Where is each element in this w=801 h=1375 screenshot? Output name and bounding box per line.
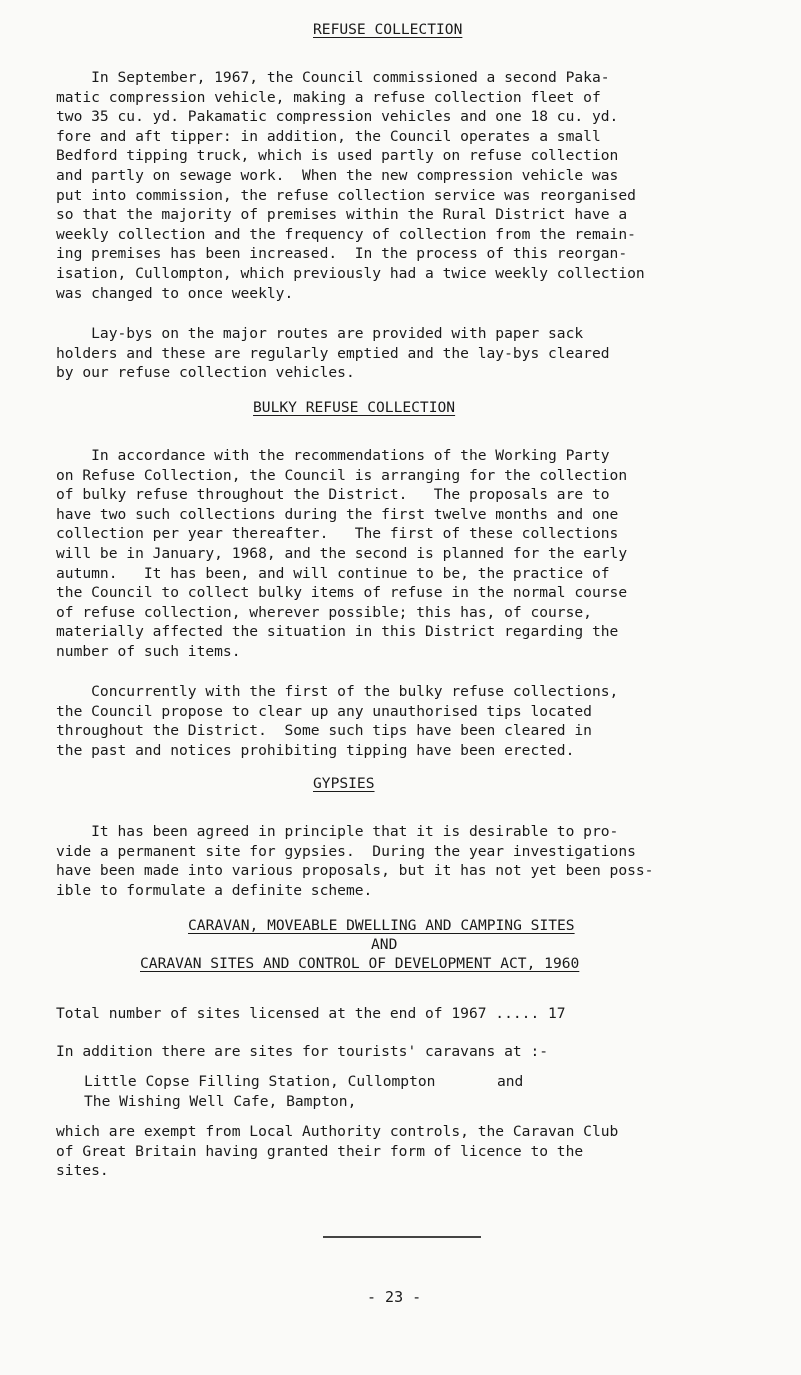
text-line: two 35 cu. yd. Pakamatic compression vehicles and one 18 cu. yd. xyxy=(56,108,619,126)
text-line: holders and these are regularly emptied and the lay-bys cleared xyxy=(56,344,610,362)
heading-caravan-sites: CARAVAN, MOVEABLE DWELLING AND CAMPING SITES xyxy=(188,917,575,934)
text-line: number of such items. xyxy=(56,642,241,660)
text-line: of Great Britain having granted their form of licence to the xyxy=(56,1142,584,1160)
text-line: so that the majority of premises within the Rural District have a xyxy=(56,206,628,224)
list-caravan-sites xyxy=(56,1072,801,1111)
page-number: - 23 - xyxy=(367,1288,422,1306)
paragraph-gypsies xyxy=(56,822,776,900)
text-line: have been made into various proposals, but it has not yet been poss- xyxy=(56,862,654,880)
text-line: In addition there are sites for tourists' caravans at :- xyxy=(56,1043,549,1060)
paragraph-exempt-sites xyxy=(56,1122,776,1181)
text-line: have two such collections during the first twelve months and one xyxy=(56,505,619,523)
paragraph-refuse-collection xyxy=(56,68,776,303)
text-line: ing premises has been increased. In the process of this reorgan- xyxy=(56,245,628,263)
text-line: weekly collection and the frequency of collection from the remain- xyxy=(56,225,636,243)
text-line: vide a permanent site for gypsies. During the year investigations xyxy=(56,842,636,860)
text-line: put into commission, the refuse collection service was reorganised xyxy=(56,186,636,204)
text-line: on Refuse Collection, the Council is arranging for the collection xyxy=(56,466,628,484)
text-line: fore and aft tipper: in addition, the Council operates a small xyxy=(56,127,601,145)
text-line: which are exempt from Local Authority controls, the Caravan Club xyxy=(56,1123,619,1140)
text-line: autumn. It has been, and will continue to be, the practice of xyxy=(56,564,610,582)
text-line: the Council propose to clear up any unauthorised tips located xyxy=(56,702,592,720)
text-line: isation, Cullompton, which previously had a twice weekly collection xyxy=(56,264,645,282)
text-line: the past and notices prohibiting tipping have been erected. xyxy=(56,741,575,759)
text-line: will be in January, 1968, and the second is planned for the early xyxy=(56,544,628,562)
text-line: Bedford tipping truck, which is used partly on refuse collection xyxy=(56,147,619,165)
text-line: by our refuse collection vehicles. xyxy=(56,364,355,382)
text-line: of refuse collection, wherever possible; this has, of course, xyxy=(56,603,592,621)
text-line: collection per year thereafter. The first of these collections xyxy=(56,525,619,543)
text-line: matic compression vehicle, making a refuse collection fleet of xyxy=(56,88,601,106)
list-item: The Wishing Well Cafe, Bampton, xyxy=(84,1092,357,1110)
text-line: was changed to once weekly. xyxy=(56,284,294,302)
heading-caravan-sites-act: CARAVAN SITES AND CONTROL OF DEVELOPMENT ACT, 1960 xyxy=(140,955,580,972)
heading-bulky-refuse-collection: BULKY REFUSE COLLECTION xyxy=(253,399,456,416)
text-line: the Council to collect bulky items of refuse in the normal course xyxy=(56,584,628,602)
text-line: Total number of sites licensed at the end of 1967 ..... 17 xyxy=(56,1005,566,1022)
paragraph-unauthorised-tips xyxy=(56,682,776,760)
heading-gypsies: GYPSIES xyxy=(313,775,375,792)
text-line: throughout the District. Some such tips have been cleared in xyxy=(56,722,592,740)
text-line: In September, 1967, the Council commissioned a second Paka- xyxy=(56,69,610,86)
paragraph-tourist-caravans xyxy=(56,1042,776,1062)
text-line: Concurrently with the first of the bulky refuse collections, xyxy=(56,683,619,700)
text-line: It has been agreed in principle that it is desirable to pro- xyxy=(56,823,619,840)
text-line: of bulky refuse throughout the District. The proposals are to xyxy=(56,486,610,504)
text-line: and partly on sewage work. When the new compression vehicle was xyxy=(56,166,619,184)
heading-caravan-and: AND xyxy=(371,936,398,953)
divider-rule xyxy=(323,1236,481,1238)
paragraph-total-sites xyxy=(56,1004,776,1024)
text-line: Lay-bys on the major routes are provided with paper sack xyxy=(56,325,584,342)
text-line: ible to formulate a definite scheme. xyxy=(56,881,373,899)
list-item: Little Copse Filling Station, Cullompton and xyxy=(84,1073,524,1090)
heading-refuse-collection: REFUSE COLLECTION xyxy=(313,21,463,38)
paragraph-lay-bys xyxy=(56,324,776,383)
text-line: sites. xyxy=(56,1162,109,1180)
text-line: In accordance with the recommendations of the Working Party xyxy=(56,447,610,464)
text-line: materially affected the situation in this District regarding the xyxy=(56,623,619,641)
paragraph-bulky-refuse xyxy=(56,446,776,662)
